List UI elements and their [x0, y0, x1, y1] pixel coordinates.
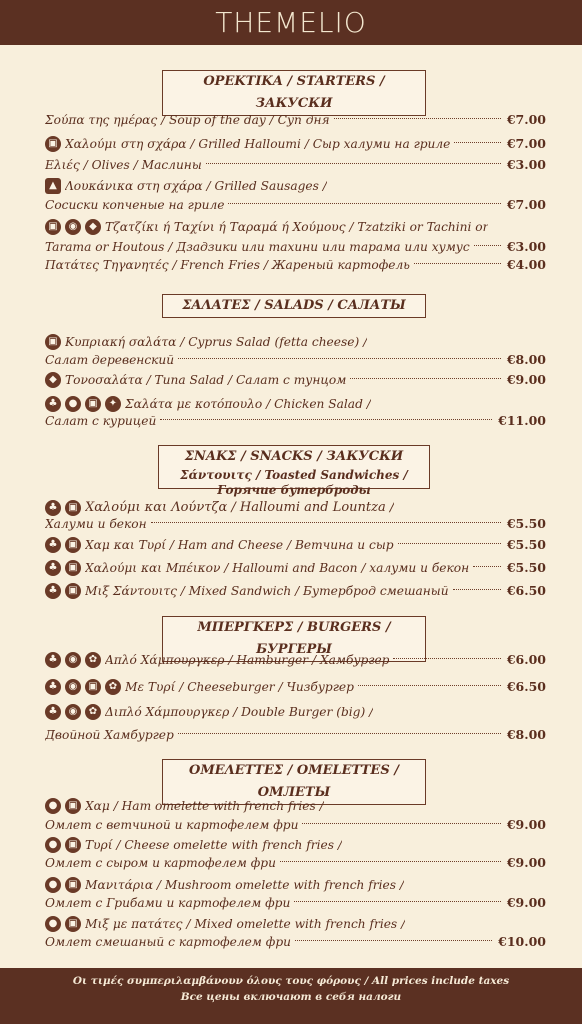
item-name: Πατάτες Τηγανητές / French Fries / Жареный картофель: [45, 258, 410, 272]
sesame-icon: ◉: [65, 652, 81, 668]
section-title-text: ΣΑΛΑΤΕΣ / SALADS / САЛАТЫ: [182, 298, 406, 313]
dot-leader: [302, 823, 500, 824]
wheat-icon: ♣: [45, 560, 61, 576]
menu-item-mixed-sandwich: [45, 581, 546, 601]
item-price: €9.00: [506, 372, 546, 387]
item-name-cont: Двойной Хамбургер: [45, 728, 174, 742]
item-price: €11.00: [498, 413, 546, 428]
egg-icon: ●: [45, 877, 61, 893]
item-name-cont: Омлет смешаный с картофелем фри: [45, 935, 291, 949]
menu-item-halloumi-lountza-line2: [45, 514, 546, 534]
item-price: €5.50: [506, 516, 546, 531]
dot-leader: [414, 263, 501, 264]
menu-item-ham-omelette-line2: [45, 815, 546, 835]
item-name: Λουκάνικα στη σχάρα / Grilled Sausages /: [65, 179, 327, 193]
menu-item-fries: [45, 255, 546, 275]
item-name: Σαλάτα με κοτόπουλο / Chicken Salad /: [125, 397, 371, 411]
dot-leader: [178, 358, 501, 359]
milk-icon: ▣: [45, 219, 61, 235]
item-name: Χαμ και Τυρί / Ham and Cheese / Ветчина и сыр: [85, 538, 394, 552]
sesame-icon: ◉: [65, 679, 81, 695]
menu-item-halloumi-bacon: [45, 558, 546, 578]
item-name: Απλό Χάμπουργκερ / Hamburger / Хамбургер: [105, 653, 390, 667]
menu-item-mushroom-omelette-line2: [45, 893, 546, 913]
menu-item-ham-omelette: [45, 796, 546, 816]
wheat-icon: ♣: [45, 583, 61, 599]
dot-leader: [398, 543, 501, 544]
milk-icon: ▣: [65, 537, 81, 553]
menu-item-olives: [45, 155, 546, 175]
dot-leader: [350, 378, 501, 379]
menu-item-halloumi: [45, 134, 546, 154]
item-price: €9.00: [506, 855, 546, 870]
milk-icon: ▣: [45, 136, 61, 152]
item-name: Σούπα της ημέρας / Soup of the day / Суп дня: [45, 113, 330, 127]
dot-leader: [280, 861, 501, 862]
menu-item-mushroom-omelette: [45, 875, 546, 895]
section-title-text: ΟΜΕΛΕΤΤΕΣ / OMELETTES / ОМЛЕТЫ: [189, 763, 399, 800]
item-price: €6.50: [506, 679, 546, 694]
menu-item-chicken-salad-line2: [45, 411, 546, 431]
dot-leader: [454, 142, 500, 143]
dot-leader: [473, 566, 501, 567]
dot-leader: [151, 522, 501, 523]
footer-tax-note: Οι τιμές συμπεριλαμβάνουν όλους τους φόρους / All prices include taxes: [72, 975, 510, 987]
mustard-icon: ▲: [45, 178, 61, 194]
section-salads-title: [162, 294, 426, 318]
milk-icon: ▣: [65, 560, 81, 576]
item-name: Κυπριακή σαλάτα / Cyprus Salad (fetta cheese) /: [65, 335, 368, 349]
item-name-cont: Омлет с сыром и картофелем фри: [45, 856, 276, 870]
menu-item-ham-cheese: [45, 535, 546, 555]
item-name-cont: Халуми и бекон: [45, 517, 147, 531]
item-price: €9.00: [506, 895, 546, 910]
menu-item-hamburger: [45, 650, 546, 670]
milk-icon: ▣: [65, 837, 81, 853]
item-name-cont: Омлет с ветчиной и картофелем фри: [45, 818, 299, 832]
menu-item-mixed-omelette-line2: [45, 932, 546, 952]
mustard-icon: ✿: [85, 704, 101, 720]
footer-bar: [0, 968, 582, 1024]
item-name-cont: Салат деревенский: [45, 353, 175, 367]
dot-leader: [334, 118, 501, 119]
section-subtitle-text: Σάντουιτς / Toasted Sandwiches / Горячие бутерброды: [180, 468, 408, 497]
fish-icon: ◆: [45, 372, 61, 388]
item-price: €5.50: [506, 560, 546, 575]
milk-icon: ▣: [65, 500, 81, 516]
item-price: €5.50: [506, 537, 546, 552]
egg-icon: ●: [65, 396, 81, 412]
milk-icon: ▣: [65, 583, 81, 599]
milk-icon: ▣: [85, 396, 101, 412]
item-price: €8.00: [506, 352, 546, 367]
item-name: Μιξ με πατάτες / Mixed omelette with french fries /: [85, 917, 406, 931]
menu-item-double-burger: [45, 702, 546, 722]
item-name: Ελιές / Olives / Маслины: [45, 158, 202, 172]
milk-icon: ▣: [65, 916, 81, 932]
item-name: Διπλό Χάμπουργκερ / Double Burger (big) /: [105, 705, 374, 719]
item-price: €3.00: [506, 239, 546, 254]
menu-item-dips: [45, 217, 546, 237]
egg-icon: ●: [45, 837, 61, 853]
dot-leader: [474, 245, 501, 246]
item-price: €6.50: [506, 583, 546, 598]
sesame-icon: ◉: [65, 219, 81, 235]
menu-item-sausages: [45, 176, 546, 196]
item-price: €7.00: [506, 197, 546, 212]
menu-item-soup: [45, 110, 546, 130]
item-price: €3.00: [506, 157, 546, 172]
menu-item-mixed-omelette: [45, 914, 546, 934]
mustard-icon: ✿: [85, 652, 101, 668]
item-name: Χαμ / Ham omelette with french fries /: [85, 799, 324, 813]
menu-item-double-burger-line2: [45, 725, 546, 745]
header-bar: [0, 0, 582, 45]
menu-item-cheeseburger: [45, 677, 546, 697]
dot-leader: [453, 589, 501, 590]
item-name: Χαλούμι και Λούντζα / Halloumi and Lountza /: [85, 500, 395, 515]
item-name: Μιξ Σάντουιτς / Mixed Sandwich / Бутерброд смешаный: [85, 584, 449, 598]
menu-item-cheese-omelette-line2: [45, 853, 546, 873]
menu-item-cyprus-salad-line2: [45, 350, 546, 370]
fish-icon: ◆: [85, 219, 101, 235]
section-title-text: ΣΝΑΚΣ / SNACKS / ЗАКУСКИ: [184, 449, 404, 464]
item-name-cont: Tarama or Houtous / Дзадзики или тахини или тарама или хумус: [45, 240, 470, 254]
wheat-icon: ♣: [45, 396, 61, 412]
wheat-icon: ♣: [45, 652, 61, 668]
dot-leader: [178, 733, 501, 734]
item-name: Τονοσαλάτα / Tuna Salad / Салат с тунцом: [65, 373, 347, 387]
section-title-text: ΜΠΕΡΓΚΕΡΣ / BURGERS / БУРГЕРЫ: [197, 620, 391, 657]
menu-item-dips-line2: [45, 237, 546, 257]
brand-title: THEMELIO: [215, 6, 367, 39]
milk-icon: ▣: [65, 798, 81, 814]
item-name: Τυρί / Cheese omelette with french fries /: [85, 838, 342, 852]
item-price: €4.00: [506, 257, 546, 272]
menu-item-cyprus-salad: [45, 332, 546, 352]
section-title-text: ΟΡΕΚΤΙΚΑ / STARTERS / ЗАКУСКИ: [203, 74, 385, 111]
item-name: Μανιτάρια / Mushroom omelette with french fries /: [85, 878, 404, 892]
item-price: €6.00: [506, 652, 546, 667]
dot-leader: [358, 685, 501, 686]
sesame-icon: ◉: [65, 704, 81, 720]
dot-leader: [295, 940, 492, 941]
item-name-cont: Сосиски копченые на гриле: [45, 198, 225, 212]
dot-leader: [228, 203, 500, 204]
milk-icon: ▣: [45, 334, 61, 350]
milk-icon: ▣: [85, 679, 101, 695]
item-name: Με Τυρί / Cheeseburger / Чизбургер: [125, 680, 354, 694]
item-name: Τζατζίκι ή Ταχίνι ή Ταραμά ή Χούμους / Tzatziki or Tachini or: [105, 220, 489, 234]
item-price: €9.00: [506, 817, 546, 832]
wheat-icon: ♣: [45, 679, 61, 695]
menu-item-sausages-line2: [45, 195, 546, 215]
wheat-icon: ♣: [45, 500, 61, 516]
dot-leader: [206, 163, 501, 164]
milk-icon: ▣: [65, 877, 81, 893]
mustard-icon: ✿: [105, 679, 121, 695]
footer-tax-note-ru: Все цены включают в себя налоги: [180, 991, 402, 1003]
item-price: €7.00: [506, 112, 546, 127]
item-price: €10.00: [498, 934, 546, 949]
dot-leader: [160, 419, 492, 420]
section-snacks-title: [158, 445, 430, 497]
wheat-icon: ♣: [45, 537, 61, 553]
dot-leader: [294, 901, 501, 902]
celery-icon: ✦: [105, 396, 121, 412]
wheat-icon: ♣: [45, 704, 61, 720]
dot-leader: [393, 658, 500, 659]
item-name-cont: Омлет с Грибами и картофелем фри: [45, 896, 291, 910]
menu-item-cheese-omelette: [45, 835, 546, 855]
egg-icon: ●: [45, 916, 61, 932]
item-price: €8.00: [506, 727, 546, 742]
item-price: €7.00: [506, 136, 546, 151]
item-name-cont: Салат с курицей: [45, 414, 157, 428]
item-name: Χαλούμι στη σχάρα / Grilled Halloumi / Сыр халуми на гриле: [65, 137, 451, 151]
menu-item-tuna-salad: [45, 370, 546, 390]
item-name: Χαλούμι και Μπέικον / Halloumi and Bacon / халуми и бекон: [85, 561, 470, 575]
egg-icon: ●: [45, 798, 61, 814]
